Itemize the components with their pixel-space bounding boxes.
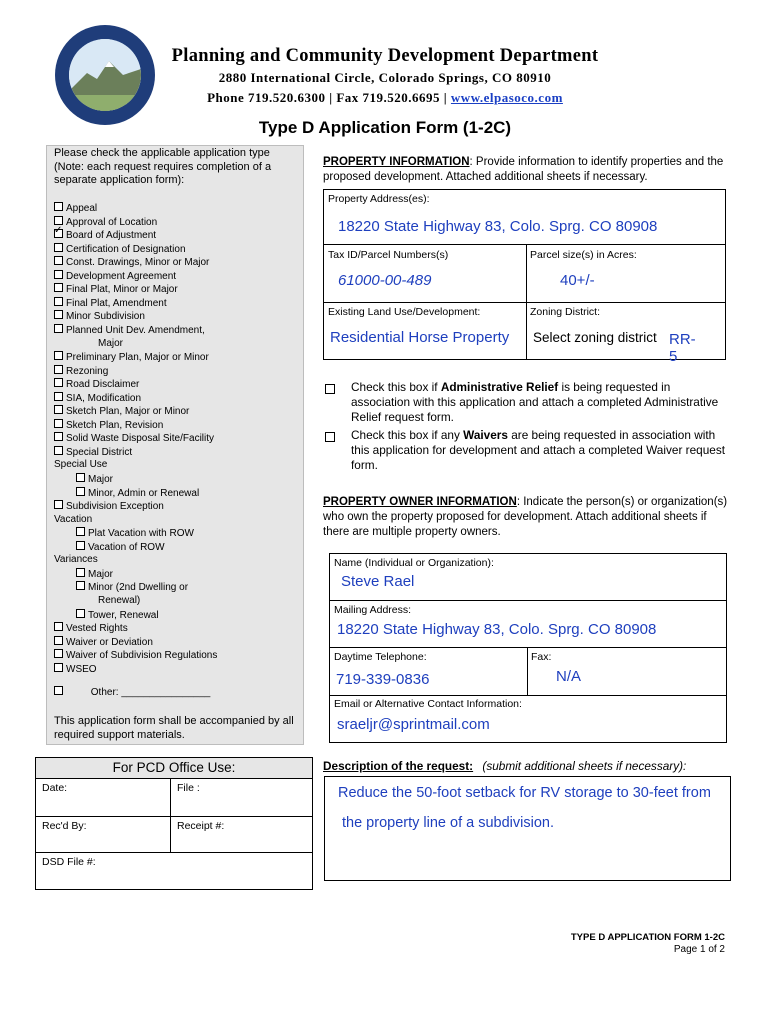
application-type-label: Major bbox=[88, 474, 114, 485]
application-type-label: Road Disclaimer bbox=[66, 379, 140, 391]
application-type-item[interactable] bbox=[54, 202, 97, 214]
application-type-item[interactable] bbox=[76, 527, 194, 539]
application-type-item[interactable] bbox=[54, 378, 139, 390]
checkbox[interactable] bbox=[76, 581, 85, 590]
checkbox[interactable] bbox=[54, 310, 63, 319]
land-use-label: Existing Land Use/Development: bbox=[328, 306, 481, 318]
checkbox[interactable] bbox=[54, 419, 63, 428]
application-type-label: Waiver of Subdivision Regulations bbox=[66, 650, 218, 662]
footer-page-number: Page 1 of 2 bbox=[673, 944, 725, 955]
application-type-item[interactable] bbox=[76, 473, 113, 485]
application-type-label: Renewal) bbox=[98, 594, 141, 606]
email-label: Email or Alternative Contact Information: bbox=[334, 698, 522, 710]
department-contact: Phone 719.520.6300 | Fax 719.520.6695 | www.elpasoco.com bbox=[207, 90, 563, 105]
application-type-item[interactable] bbox=[54, 392, 141, 404]
waiver-text: Check this box if any Waivers are being requested in association with this application for development and attach a completed Waiver request form. bbox=[351, 428, 725, 472]
application-type-label: Board of Adjustment bbox=[66, 230, 157, 242]
application-type-item bbox=[98, 595, 140, 606]
application-type-item bbox=[54, 554, 98, 565]
application-type-item[interactable] bbox=[54, 297, 167, 309]
parcel-number-label: Tax ID/Parcel Numbers(s) bbox=[328, 249, 449, 261]
owner-name-field[interactable]: Steve Rael bbox=[341, 573, 415, 590]
application-type-label: Plat Vacation with ROW bbox=[88, 528, 194, 540]
checkbox[interactable] bbox=[54, 202, 63, 211]
application-type-item bbox=[54, 459, 107, 470]
application-type-item[interactable] bbox=[54, 283, 178, 295]
checkbox[interactable] bbox=[54, 283, 63, 292]
application-type-item[interactable] bbox=[54, 622, 128, 634]
property-address-label: Property Address(es): bbox=[328, 193, 430, 205]
application-type-item[interactable] bbox=[54, 270, 176, 282]
department-title: Planning and Community Development Department bbox=[171, 46, 599, 66]
fax-label: Fax: bbox=[531, 651, 552, 663]
application-type-label: Vested Rights bbox=[66, 623, 128, 635]
application-type-instructions: Please check the applicable application type (Note: each request requires completion of a separate application form): bbox=[54, 147, 272, 187]
parcel-number-field[interactable]: 61000-00-489 bbox=[338, 272, 432, 289]
zoning-select[interactable] bbox=[533, 330, 696, 365]
zoning-label: Zoning District: bbox=[530, 306, 601, 318]
application-type-item[interactable] bbox=[54, 256, 209, 268]
application-type-label: Development Agreement bbox=[66, 270, 177, 282]
application-type-item[interactable] bbox=[54, 351, 209, 363]
checkbox[interactable] bbox=[54, 405, 63, 414]
property-address-field[interactable]: 18220 State Highway 83, Colo. Sprg. CO 80908 bbox=[338, 218, 658, 235]
checkbox[interactable] bbox=[76, 541, 85, 550]
checkbox[interactable] bbox=[54, 365, 63, 374]
admin-relief-checkbox[interactable] bbox=[325, 381, 338, 399]
application-type-item[interactable] bbox=[76, 568, 113, 580]
property-info-heading: PROPERTY INFORMATION: Provide information to identify properties and the proposed development. Attached additional sheets if necessary. bbox=[323, 156, 724, 183]
checkbox[interactable] bbox=[54, 432, 63, 441]
checkbox[interactable] bbox=[54, 663, 63, 672]
application-type-label: Certification of Designation bbox=[66, 243, 186, 255]
parcel-size-field[interactable]: 40+/- bbox=[560, 272, 595, 289]
checkbox[interactable] bbox=[76, 473, 85, 482]
office-recd-label: Rec'd By: bbox=[42, 820, 87, 832]
application-type-label: Minor Subdivision bbox=[66, 311, 145, 323]
application-type-label: Sketch Plan, Major or Minor bbox=[66, 406, 190, 418]
checkbox[interactable] bbox=[54, 622, 63, 631]
daytime-phone-label: Daytime Telephone: bbox=[334, 651, 427, 663]
waiver-checkbox[interactable] bbox=[325, 429, 338, 447]
form-title: Type D Application Form (1-2C) bbox=[258, 118, 512, 137]
application-type-label: Minor, Admin or Renewal bbox=[88, 487, 200, 499]
office-use-title: For PCD Office Use: bbox=[35, 757, 313, 779]
application-type-item[interactable] bbox=[54, 636, 153, 648]
description-line-1: Reduce the 50-foot setback for RV storage to 30-feet from bbox=[338, 785, 711, 801]
application-type-label: Variances bbox=[54, 554, 98, 566]
website-link[interactable]: www.elpasoco.com bbox=[450, 90, 563, 105]
application-type-item[interactable] bbox=[54, 649, 217, 661]
checkbox[interactable] bbox=[54, 636, 63, 645]
admin-relief-text: Check this box if Administrative Relief is being requested in association with this application and attach a completed Administrative Relief request form. bbox=[351, 380, 719, 424]
application-type-label: Major bbox=[88, 568, 114, 580]
application-type-label: Minor (2nd Dwelling or bbox=[88, 582, 189, 594]
land-use-field[interactable]: Residential Horse Property bbox=[330, 329, 510, 346]
checkbox[interactable] bbox=[76, 527, 85, 536]
mailing-address-field[interactable]: 18220 State Highway 83, Colo. Sprg. CO 80908 bbox=[337, 621, 657, 638]
application-type-item[interactable] bbox=[54, 310, 145, 322]
application-type-item bbox=[98, 338, 123, 349]
other-option[interactable] bbox=[54, 686, 210, 698]
checkbox[interactable] bbox=[54, 297, 63, 306]
checkbox[interactable] bbox=[54, 270, 63, 279]
description-heading: Description of the request: (submit additional sheets if necessary): bbox=[323, 759, 687, 773]
seal-mountain-image bbox=[69, 39, 141, 111]
checkbox[interactable] bbox=[76, 568, 85, 577]
support-materials-note: This application form shall be accompanied by all required support materials. bbox=[54, 715, 294, 741]
application-type-item[interactable] bbox=[76, 541, 165, 553]
application-type-item[interactable] bbox=[54, 432, 214, 444]
application-type-item[interactable] bbox=[76, 609, 159, 621]
application-type-label: Appeal bbox=[66, 203, 98, 214]
checkbox[interactable] bbox=[54, 216, 63, 225]
office-receipt-label: Receipt #: bbox=[177, 820, 225, 832]
office-file-label: File : bbox=[177, 782, 200, 794]
application-type-item[interactable] bbox=[54, 365, 108, 377]
other-checkbox[interactable] bbox=[54, 686, 63, 695]
checkbox[interactable] bbox=[76, 609, 85, 618]
checkbox[interactable] bbox=[54, 243, 63, 252]
application-type-item[interactable] bbox=[54, 405, 189, 417]
application-type-label: Preliminary Plan, Major or Minor bbox=[66, 352, 209, 364]
application-type-item[interactable] bbox=[54, 229, 156, 241]
mailing-address-label: Mailing Address: bbox=[334, 604, 412, 616]
checkbox[interactable] bbox=[54, 351, 63, 360]
application-type-item[interactable] bbox=[54, 216, 157, 228]
description-line-2: the property line of a subdivision. bbox=[342, 815, 554, 831]
checkbox[interactable] bbox=[54, 378, 63, 387]
checkbox[interactable] bbox=[54, 324, 63, 333]
application-type-item[interactable] bbox=[54, 446, 132, 458]
application-type-item[interactable] bbox=[76, 581, 188, 593]
application-type-item[interactable] bbox=[54, 663, 97, 675]
checkbox[interactable] bbox=[54, 500, 63, 509]
application-type-label: Special Use bbox=[54, 459, 108, 471]
application-type-label: Const. Drawings, Minor or Major bbox=[66, 257, 210, 269]
application-type-label: Waiver or Deviation bbox=[66, 636, 153, 648]
application-type-label: Sketch Plan, Revision bbox=[66, 419, 164, 431]
application-type-item bbox=[54, 514, 92, 525]
checked-checkbox[interactable] bbox=[54, 229, 63, 238]
application-type-item[interactable] bbox=[54, 243, 186, 255]
application-type-label: Subdivision Exception bbox=[66, 501, 164, 513]
application-type-label: Final Plat, Minor or Major bbox=[66, 284, 178, 296]
checkbox[interactable] bbox=[54, 256, 63, 265]
application-type-label: Approval of Location bbox=[66, 216, 158, 228]
department-address: 2880 International Circle, Colorado Springs, CO 80910 bbox=[218, 70, 552, 85]
application-type-label: Solid Waste Disposal Site/Facility bbox=[66, 433, 215, 445]
owner-info-heading: PROPERTY OWNER INFORMATION: Indicate the person(s) or organization(s) who own the property proposed for development. Attach additional sheets if there are multiple property owners. bbox=[323, 496, 728, 538]
fax-field[interactable]: N/A bbox=[556, 668, 582, 685]
checkbox[interactable] bbox=[54, 649, 63, 658]
application-type-label: Vacation bbox=[54, 513, 93, 525]
application-type-label: Tower, Renewal bbox=[88, 609, 159, 621]
office-dsd-label: DSD File #: bbox=[42, 856, 96, 868]
application-type-label: SIA, Modification bbox=[66, 392, 142, 404]
application-type-label: Major bbox=[98, 337, 124, 349]
zoning-value: RR-5 bbox=[669, 331, 696, 365]
checkbox[interactable] bbox=[54, 392, 63, 401]
checkbox[interactable] bbox=[76, 487, 85, 496]
application-type-label: Rezoning bbox=[66, 365, 109, 377]
application-type-item[interactable] bbox=[76, 487, 199, 499]
footer-form-name: TYPE D APPLICATION FORM 1-2C bbox=[570, 932, 725, 943]
application-type-label: WSEO bbox=[66, 663, 97, 675]
office-date-label: Date: bbox=[42, 782, 68, 794]
application-type-item[interactable] bbox=[54, 324, 205, 336]
application-type-label: Final Plat, Amendment bbox=[66, 297, 167, 309]
application-type-item[interactable] bbox=[54, 500, 164, 512]
zoning-select-placeholder: Select zoning district bbox=[533, 330, 657, 345]
application-type-label: Vacation of ROW bbox=[88, 541, 165, 553]
parcel-size-label: Parcel size(s) in Acres: bbox=[530, 249, 637, 261]
application-type-label: Special District bbox=[66, 446, 133, 458]
owner-name-label: Name (Individual or Organization): bbox=[334, 557, 494, 569]
email-field[interactable]: sraeljr@sprintmail.com bbox=[337, 716, 490, 733]
other-label: Other: ________________ bbox=[90, 687, 211, 698]
application-type-label: Planned Unit Dev. Amendment, bbox=[66, 324, 205, 336]
application-type-item[interactable] bbox=[54, 419, 163, 431]
daytime-phone-field[interactable]: 719-339-0836 bbox=[336, 671, 430, 688]
checkbox[interactable] bbox=[54, 446, 63, 455]
